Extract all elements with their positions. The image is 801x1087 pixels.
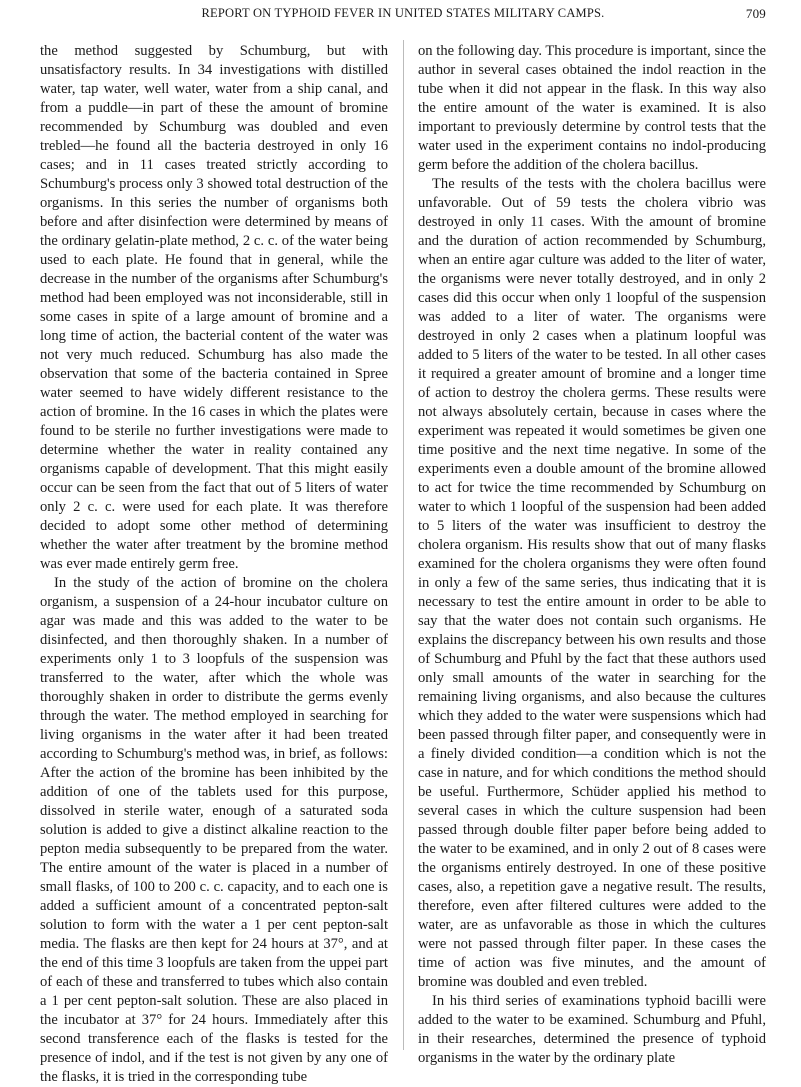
column-divider <box>403 40 404 1050</box>
page-header <box>40 6 766 26</box>
paragraph: the method suggested by Schumburg, but with unsatisfactory results. In 34 investigations with distilled water, tap water, well water, water from a ship canal, and from a puddle—in part of these the amount of bromine recommended by Schumburg was doubled and even trebled—he found all the bacteria destroyed in only 16 cases; and in 11 cases treated strictly according to Schumburg's process only 3 showed total destruction of the organisms. In this series the number of organisms both before and after disinfection were determined by means of the ordinary gelatin-plate method, 2 c. c. of the water being used to each plate. He found that in general, while the decrease in the number of the organisms after Schumburg's method had been employed was not inconsiderable, still in some cases in spite of a large amount of bromine and a long time of action, the bacterial content of the water was not very much reduced. Schumburg has also made the observation that some of the bacteria contained in Spree water seemed to have widely different resistance to the action of bromine. In the 16 cases in which the plates were found to be sterile no further investigations were made to determine whether the water in reality contained any organisms capable of development. That this might easily occur can be seen from the fact that out of 5 liters of water only 2 c. c. were used for each plate. It was therefore decided to adopt some other method of determining whether the water after treatment by the bromine method was ever made entirely germ free. <box>40 43 388 572</box>
page-number: 709 <box>745 6 766 21</box>
running-title: REPORT ON TYPHOID FEVER IN UNITED STATES MILITARY CAMPS. <box>201 6 605 20</box>
left-column <box>40 42 388 1087</box>
paragraph: In the study of the action of bromine on the cholera organism, a suspension of a 24-hour incubator culture on agar was made and this was added to the water to be disinfected, and then thoroughly shaken. In a number of experiments only 1 to 3 loopfuls of the suspension was transferred to the water, after which the whole was thoroughly shaken in order to distribute the germs evenly through the water. The method employed in searching for living organisms in the water after it had been treated according to Schumburg's method was, in brief, as follows: After the action of the bromine has been inhibited by the addition of one of the tablets used for this purpose, dissolved in sterile water, enough of a saturated soda solution is added to give a distinct alkaline reaction to the pepton media subsequently to be prepared from the water. The entire amount of the water is placed in a number of small flasks, of 100 to 200 c. c. capacity, and to each one is added a sufficient amount of a concentrated pepton-salt solution to form with the water a 1 per cent pepton-salt media. The flasks are then kept for 24 hours at 37°, and at the end of this time 3 loopfuls are taken from the uppei part of each of these and transferred to tubes which also contain a 1 per cent pepton-salt solution. These are also placed in the incubator at 37° for 24 hours. Immediately after this second transference each of the flasks is tested for the presence of indol, and if the test is not given by any one of the flasks, it is tried in the corresponding tube <box>40 575 388 1085</box>
paragraph: In his third series of examinations typhoid bacilli were added to the water to be examined. Schumburg and Pfuhl, in their researches, determined the presence of typhoid organisms in the water by the ordinary plate <box>418 993 766 1066</box>
paragraph: The results of the tests with the cholera bacillus were unfavorable. Out of 59 tests the cholera vibrio was destroyed in only 11 cases. With the amount of bromine and the duration of action recommended by Schumburg, when an entire agar culture was added to the liter of water, the organisms were never totally destroyed, and in only 2 cases did this occur when only 1 loopful of the suspension was added to a liter of water. The organisms were destroyed in only 2 cases when a platinum loopful was added to 5 liters of the water to be tested. In all other cases it required a greater amount of bromine and a longer time of action to destroy the cholera germs. These results were not always absolutely certain, because in cases where the experiment was repeated it would sometimes be given one time positive and the next time negative. In some of the experiments even a double amount of the bromine allowed to act for twice the time recommended by Schumburg on water to which 1 loopful of the suspension had been added to 5 liters of the water was insufficient to destroy the cholera organism. His results show that out of many flasks examined for the cholera organisms they were often found in only a few of the same series, thus indicating that it is necessary to test the entire amount in order to be able to say that the water does not contain such organisms. He explains the discrepancy between his own results and those of Schumburg and Pfuhl by the fact that these authors used only small amounts of the water in searching for the remaining living organisms, and also because the cultures which they added to the water were suspensions which had been passed through filter paper, and consequently were in a finely divided condition—a condition which is not the case in nature, and for which conditions the method should be useful. Furthermore, Schüder applied his method to several cases in which the culture suspension had been passed through double filter paper before being added to the water to be examined, and in only 2 out of 8 cases were the organisms entirely destroyed. In one of these positive cases, also, a repetition gave a negative result. The results, therefore, even after filtered cultures were added to the water, are as unfavorable as those in which the cultures were not passed through filter paper. In these cases the time of action was five minutes, and the amount of bromine was doubled and even trebled. <box>418 176 766 990</box>
paragraph: on the following day. This procedure is important, since the author in several cases obtained the indol reaction in the tube when it did not appear in the flask. In this way also the entire amount of the water is examined. It is also important to previously determine by control tests that the water used in the experiment contains no indol-producing germ before the addition of the cholera bacillus. <box>418 43 766 173</box>
right-column <box>418 42 766 1068</box>
